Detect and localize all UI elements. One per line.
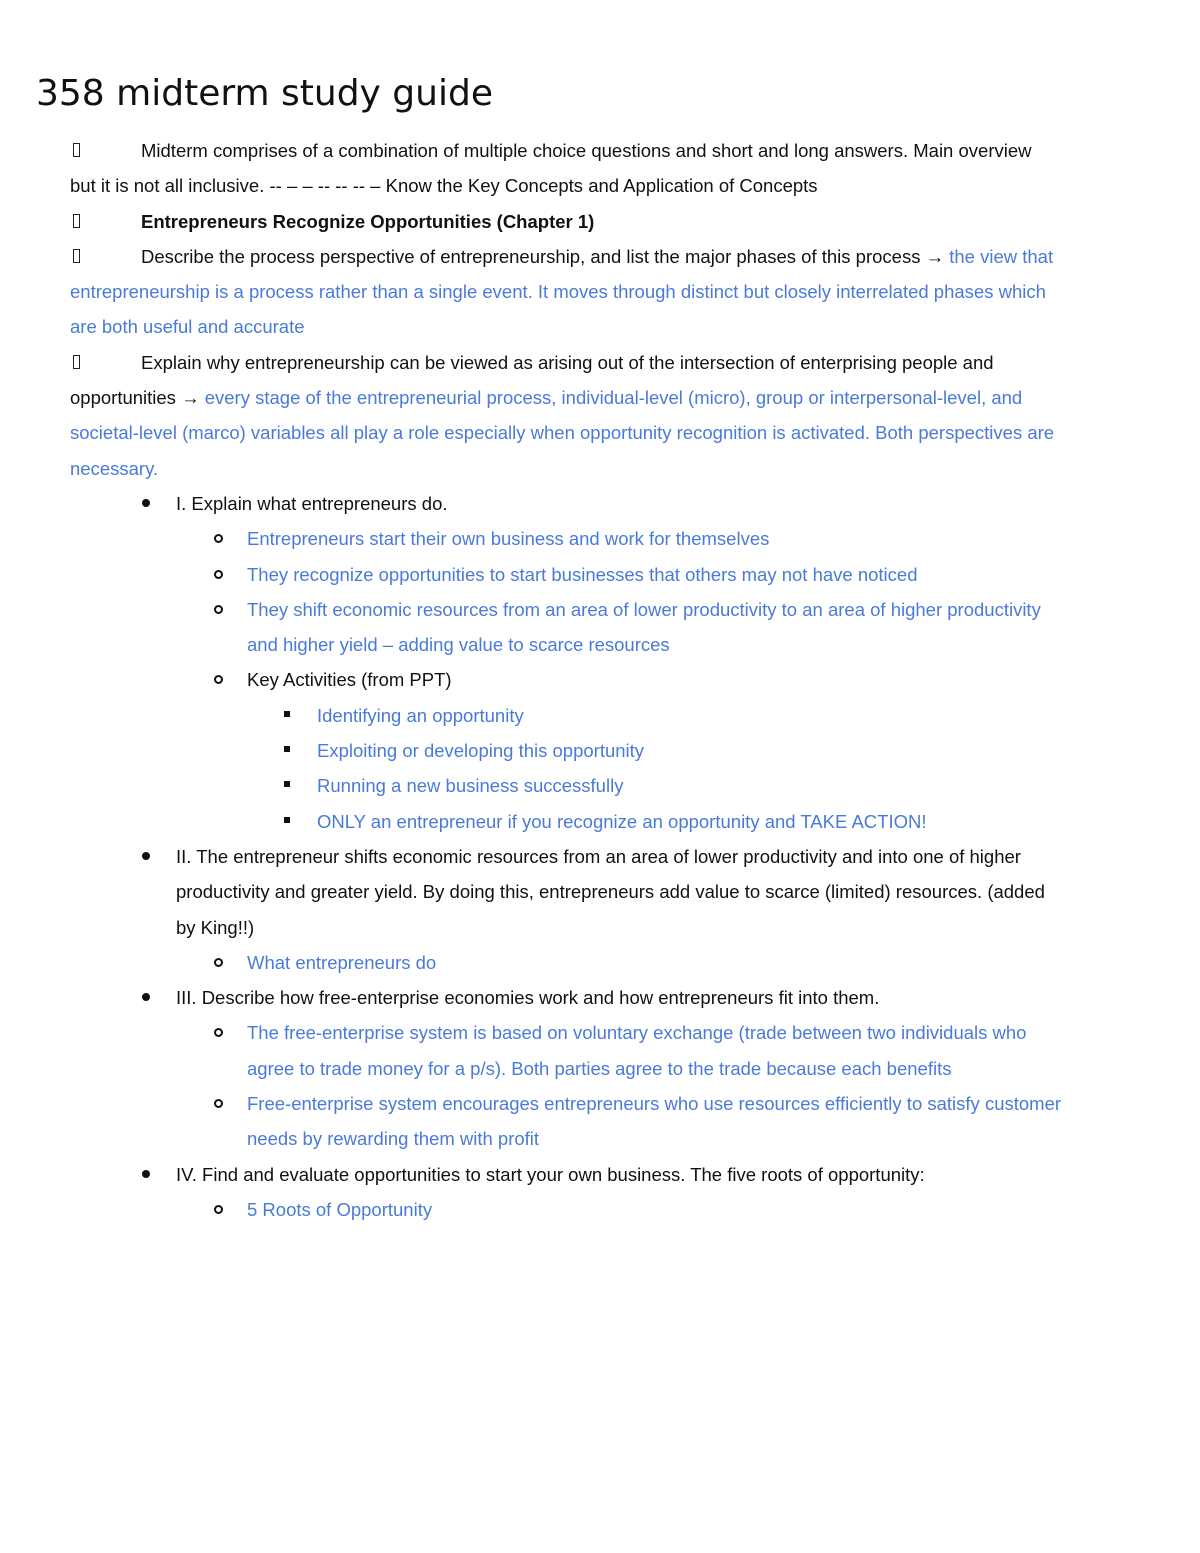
answer-text: necessary. bbox=[70, 457, 159, 479]
circle-bullet-icon bbox=[214, 958, 223, 967]
list-item bbox=[0, 627, 1200, 662]
list-item bbox=[0, 804, 1200, 839]
intersection-line bbox=[0, 345, 1200, 380]
intersection-question bbox=[70, 380, 1022, 415]
intro-line bbox=[0, 168, 1200, 203]
question-text: opportunities bbox=[70, 387, 176, 409]
key-activities-label: Key Activities (from PPT) bbox=[247, 669, 452, 691]
bullet-icon bbox=[142, 499, 150, 507]
answer-text: agree to trade money for a p/s). Both parties agree to the trade because each benefits bbox=[247, 1057, 952, 1079]
right-arrow-icon: → bbox=[925, 245, 945, 267]
intro-line bbox=[0, 133, 1200, 168]
list-item bbox=[0, 521, 1200, 556]
bullet-icon bbox=[142, 1170, 150, 1178]
answer-text: ONLY an entrepreneur if you recognize an opportunity and TAKE ACTION! bbox=[317, 810, 927, 832]
answer-text: What entrepreneurs do bbox=[247, 951, 437, 973]
answer-text: every stage of the entrepreneurial process, individual-level (micro), group or interpersonal-level, and bbox=[204, 387, 1023, 409]
list-item bbox=[0, 945, 1200, 980]
section-heading: by King!!) bbox=[176, 916, 255, 938]
circle-bullet-icon bbox=[214, 1099, 223, 1108]
circle-bullet-icon bbox=[214, 1028, 223, 1037]
answer-text: Exploiting or developing this opportunity bbox=[317, 740, 645, 762]
process-line bbox=[0, 309, 1200, 344]
list-item bbox=[0, 1121, 1200, 1156]
square-bullet-icon bbox=[284, 781, 290, 787]
answer-text: They recognize opportunities to start businesses that others may not have noticed bbox=[247, 563, 918, 585]
answer-text: They shift economic resources from an area of lower productivity to an area of higher productivity bbox=[247, 598, 1041, 620]
missing-glyph-icon bbox=[73, 249, 80, 263]
list-item bbox=[0, 910, 1200, 945]
list-item bbox=[0, 592, 1200, 627]
answer-text: Identifying an opportunity bbox=[317, 704, 524, 726]
list-item bbox=[0, 1051, 1200, 1086]
list-item bbox=[0, 980, 1200, 1015]
document-body bbox=[0, 133, 1200, 1227]
missing-glyph-icon bbox=[73, 214, 80, 228]
list-item bbox=[0, 1157, 1200, 1192]
intro-text: but it is not all inclusive. -- – – -- -- -- – Know the Key Concepts and Application of Concepts bbox=[70, 175, 818, 197]
list-item bbox=[0, 557, 1200, 592]
process-line bbox=[0, 274, 1200, 309]
chapter-heading-line bbox=[0, 204, 1200, 239]
section-heading: I. Explain what entrepreneurs do. bbox=[176, 492, 448, 514]
list-item bbox=[0, 1192, 1200, 1227]
chapter-heading: Entrepreneurs Recognize Opportunities (Chapter 1) bbox=[141, 210, 595, 232]
intersection-line bbox=[0, 415, 1200, 450]
process-question bbox=[141, 239, 1053, 274]
answer-text: needs by rewarding them with profit bbox=[247, 1128, 540, 1150]
square-bullet-icon bbox=[284, 711, 290, 717]
intro-text: Midterm comprises of a combination of multiple choice questions and short and long answers. Main overview bbox=[141, 140, 1032, 161]
answer-text: the view that bbox=[949, 245, 1054, 267]
answer-text: The free-enterprise system is based on voluntary exchange (trade between two individuals who bbox=[247, 1022, 1027, 1044]
list-item bbox=[0, 874, 1200, 909]
circle-bullet-icon bbox=[214, 675, 223, 684]
list-item bbox=[0, 768, 1200, 803]
question-text: Describe the process perspective of entrepreneurship, and list the major phases of this process bbox=[141, 245, 921, 267]
intersection-line bbox=[0, 451, 1200, 486]
list-item bbox=[0, 486, 1200, 521]
section-heading: productivity and greater yield. By doing this, entrepreneurs add value to scarce (limited) resources. (added bbox=[176, 881, 1045, 903]
page-title: 358 midterm study guide bbox=[36, 73, 493, 114]
intersection-line bbox=[0, 380, 1200, 415]
section-heading: II. The entrepreneur shifts economic resources from an area of lower productivity and into one of higher bbox=[176, 845, 1021, 867]
bullet-icon bbox=[142, 852, 150, 860]
circle-bullet-icon bbox=[214, 605, 223, 614]
list-item bbox=[0, 662, 1200, 697]
list-item bbox=[0, 1086, 1200, 1121]
square-bullet-icon bbox=[284, 817, 290, 823]
missing-glyph-icon bbox=[73, 143, 80, 157]
process-line bbox=[0, 239, 1200, 274]
question-text: Explain why entrepreneurship can be viewed as arising out of the intersection of enterprising people and bbox=[141, 351, 994, 373]
section-heading: III. Describe how free-enterprise economies work and how entrepreneurs fit into them. bbox=[176, 987, 880, 1009]
list-item bbox=[0, 839, 1200, 874]
answer-text: societal-level (marco) variables all play a role especially when opportunity recognition is activated. Both perspectives are bbox=[70, 422, 1055, 444]
circle-bullet-icon bbox=[214, 1205, 223, 1214]
answer-text: Free-enterprise system encourages entrepreneurs who use resources efficiently to satisfy customer bbox=[247, 1093, 1062, 1115]
list-item bbox=[0, 733, 1200, 768]
circle-bullet-icon bbox=[214, 534, 223, 543]
bullet-icon bbox=[142, 993, 150, 1001]
answer-text: are both useful and accurate bbox=[70, 316, 305, 338]
missing-glyph-icon bbox=[73, 355, 80, 369]
answer-text: and higher yield – adding value to scarce resources bbox=[247, 634, 670, 656]
circle-bullet-icon bbox=[214, 570, 223, 579]
list-item bbox=[0, 698, 1200, 733]
square-bullet-icon bbox=[284, 746, 290, 752]
answer-text: 5 Roots of Opportunity bbox=[247, 1198, 433, 1220]
section-heading: IV. Find and evaluate opportunities to start your own business. The five roots of opportunity: bbox=[176, 1163, 925, 1185]
answer-text: Entrepreneurs start their own business and work for themselves bbox=[247, 528, 770, 550]
answer-text: entrepreneurship is a process rather than a single event. It moves through distinct but closely interrelated phases which bbox=[70, 281, 1046, 303]
right-arrow-icon: → bbox=[181, 387, 200, 409]
list-item bbox=[0, 1015, 1200, 1050]
answer-text: Running a new business successfully bbox=[317, 775, 624, 797]
